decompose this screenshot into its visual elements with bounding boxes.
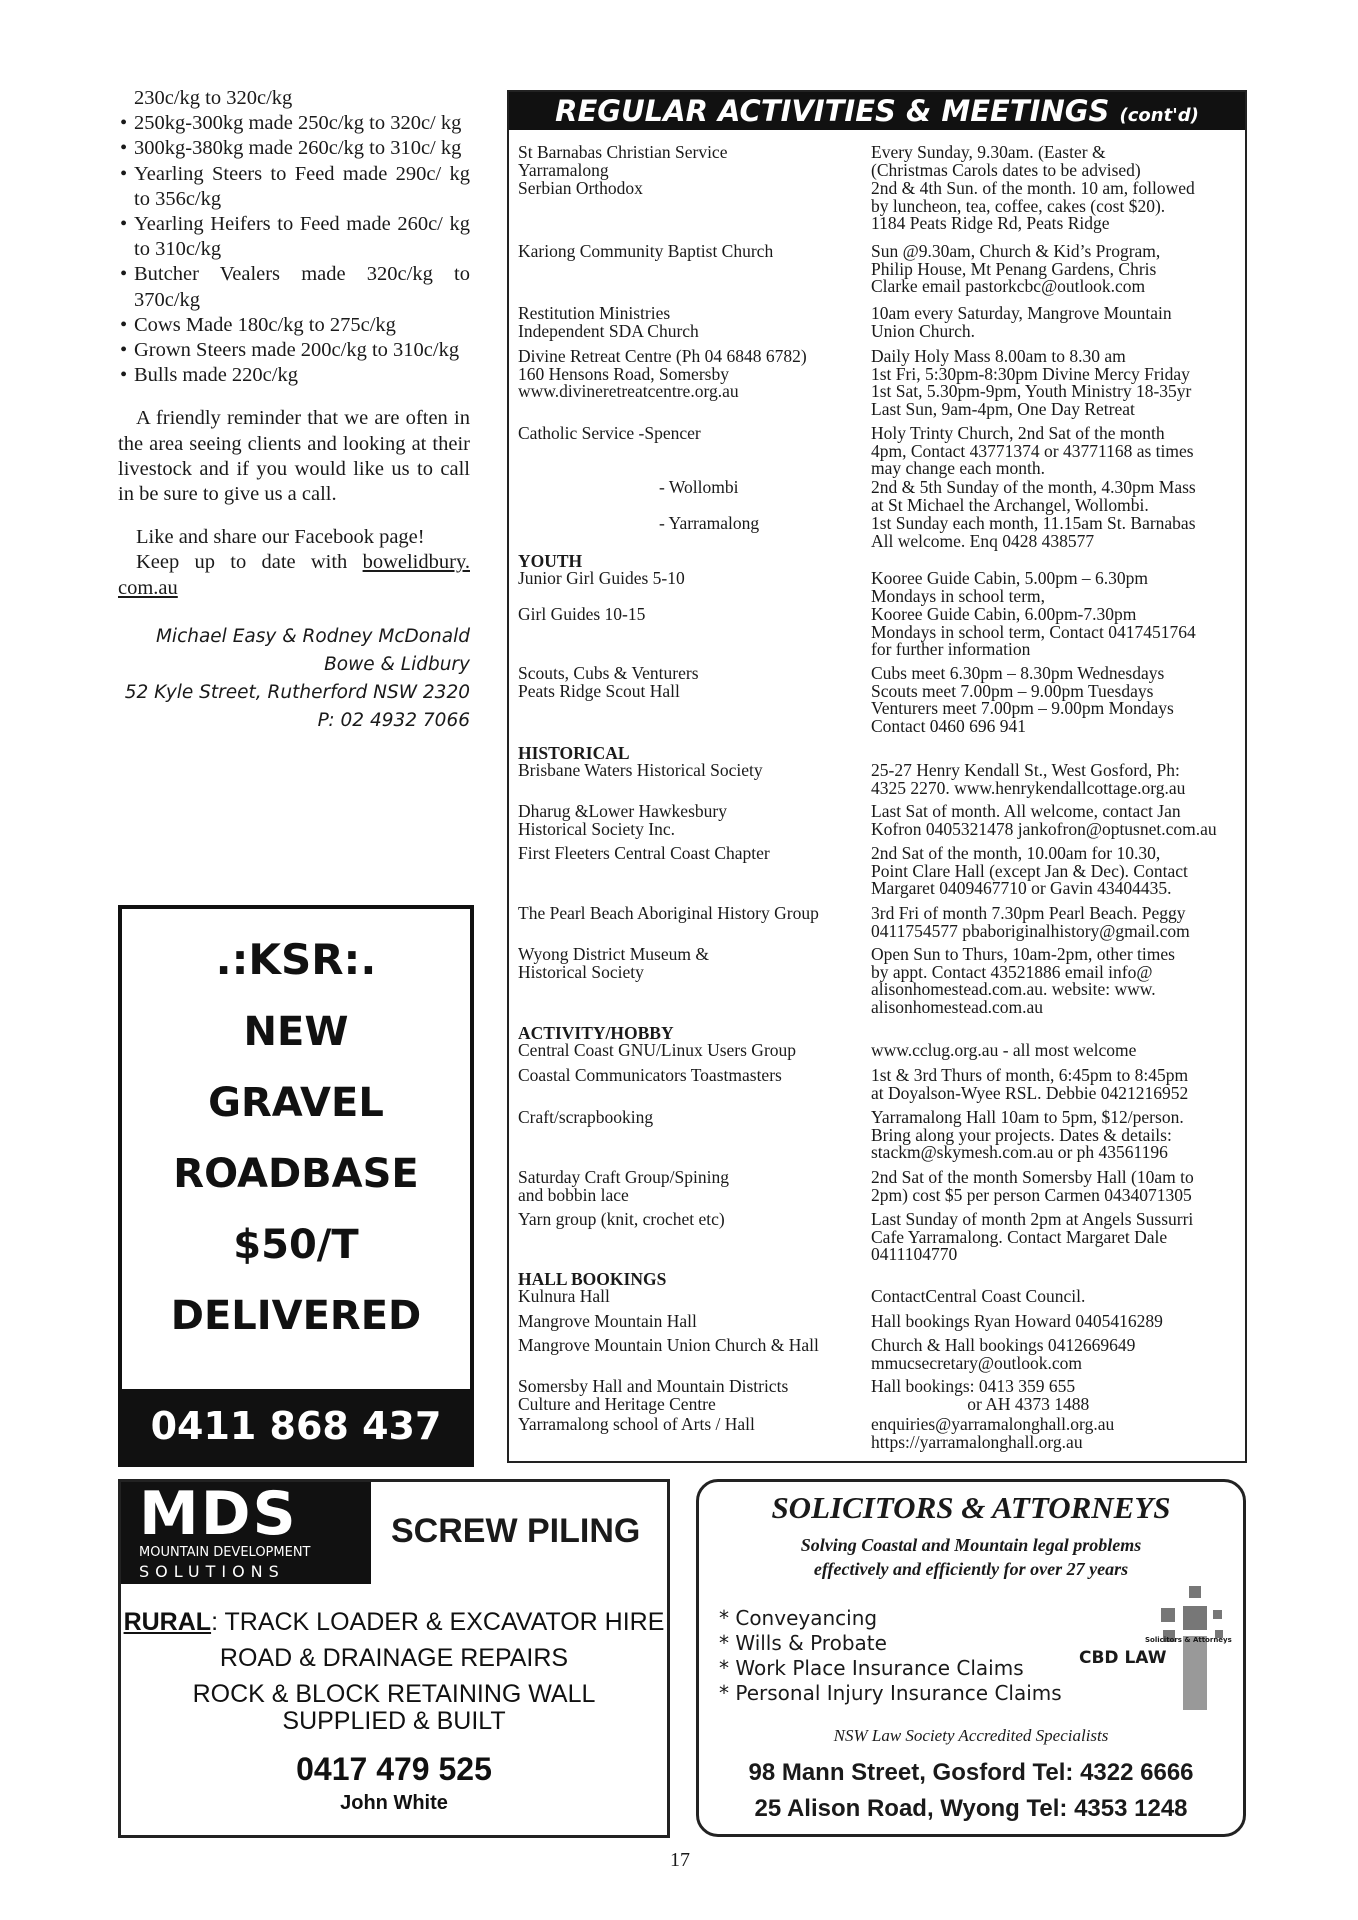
activity-name: Yarramalong school of Arts / Hall bbox=[518, 1414, 755, 1434]
regular-activities-table bbox=[507, 90, 1247, 1463]
solicitors-address-wyong: 25 Alison Road, Wyong Tel: 4353 1248 bbox=[754, 1795, 1188, 1822]
signature-phone: P: 02 4932 7066 bbox=[317, 709, 470, 731]
mds-rural-text: : TRACK LOADER & EXCAVATOR HIRE bbox=[211, 1608, 665, 1636]
activity-detail: Open Sun to Thurs, 10am-2pm, other times by appt. Contact 43521886 email info@ alisonhomestead.com.au. website: www. alisonhomestead.com.au bbox=[871, 944, 1175, 1017]
activity-name: The Pearl Beach Aboriginal History Group bbox=[518, 903, 819, 923]
signature-block bbox=[118, 623, 470, 735]
cbd-law-logo-text: CBD LAW bbox=[1079, 1648, 1167, 1668]
cattle-price-text: 300kg-380kg made 260c/kg to 310c/ kg bbox=[134, 137, 462, 160]
mds-rural-label: RURAL bbox=[123, 1608, 212, 1636]
cattle-price-item bbox=[118, 136, 470, 161]
activity-name: Serbian Orthodox bbox=[518, 178, 643, 198]
activity-detail: 2nd & 4th Sun. of the month. 10 am, followed by luncheon, tea, coffee, cakes (cost $20). 1184 Peats Ridge Rd, Peats Ridge bbox=[871, 178, 1195, 234]
activity-detail: Kooree Guide Cabin, 5.00pm – 6.30pm Mondays in school term, bbox=[871, 568, 1149, 606]
activity-detail: 2nd & 5th Sunday of the month, 4.30pm Mass at St Michael the Archangel, Wollombi. bbox=[871, 477, 1196, 515]
activity-name: Mangrove Mountain Union Church & Hall bbox=[518, 1335, 819, 1355]
activity-detail: 1st & 3rd Thurs of month, 6:45pm to 8:45pm at Doyalson-Wyee RSL. Debbie 0421216952 bbox=[871, 1065, 1189, 1103]
activity-detail: Sun @9.30am, Church & Kid’s Program, Philip House, Mt Penang Gardens, Chris Clarke email pastorkcbc@outlook.com bbox=[871, 241, 1161, 297]
cattle-price-item bbox=[118, 313, 470, 338]
cattle-price-text: Butcher Vealers made 320c/kg to 370c/kg bbox=[134, 263, 470, 311]
activity-name: Scouts, Cubs & Venturers Peats Ridge Scout Hall bbox=[518, 663, 699, 701]
page-number: 17 bbox=[670, 1849, 690, 1871]
solicitors-service-item: * Personal Injury Insurance Claims bbox=[719, 1681, 1062, 1705]
activity-detail: Daily Holy Mass 8.00am to 8.30 am 1st Fri, 5:30pm-8:30pm Divine Mercy Friday 1st Sat, 5.30pm-9pm, Youth Ministry 18-35yr Last Sun, 9am-4pm, One Day Retreat bbox=[871, 346, 1192, 419]
solicitors-service-item: * Wills & Probate bbox=[719, 1631, 887, 1655]
ksr-price: $50/T bbox=[233, 1222, 359, 1268]
activity-name: Kariong Community Baptist Church bbox=[518, 241, 774, 261]
activity-name: Saturday Craft Group/Spining and bobbin lace bbox=[518, 1167, 729, 1205]
activity-detail: 3rd Fri of month 7.30pm Pearl Beach. Peggy 0411754577 pbaboriginalhistory@gmail.com bbox=[871, 903, 1190, 941]
cattle-price-text: Bulls made 220c/kg bbox=[134, 364, 298, 387]
activity-section-heading: YOUTH bbox=[518, 551, 583, 571]
bullet-icon: • bbox=[120, 364, 128, 387]
activities-title-suffix: (cont'd) bbox=[1119, 105, 1199, 126]
mds-logo bbox=[121, 1479, 371, 1584]
activity-name: Craft/scrapbooking bbox=[518, 1107, 654, 1127]
activity-name: Dharug &Lower Hawkesbury Historical Society Inc. bbox=[518, 801, 727, 839]
cattle-price-item bbox=[118, 86, 470, 111]
solicitors-service-item: * Work Place Insurance Claims bbox=[719, 1656, 1024, 1680]
bullet-icon: • bbox=[120, 213, 128, 236]
mds-line4: SUPPLIED & BUILT bbox=[282, 1707, 506, 1735]
cattle-price-item bbox=[118, 212, 470, 262]
activity-name: Catholic Service -Spencer bbox=[518, 423, 701, 443]
activity-detail: Hall bookings Ryan Howard 0405416289 bbox=[871, 1311, 1163, 1331]
cattle-price-text: 250kg-300kg made 250c/kg to 320c/ kg bbox=[134, 112, 462, 135]
cattle-price-text: Yearling Steers to Feed made 290c/ kg to 356c/kg bbox=[134, 162, 470, 210]
activities-header bbox=[509, 92, 1245, 130]
activity-section-heading: HALL BOOKINGS bbox=[518, 1269, 667, 1289]
activity-detail: www.cclug.org.au - all most welcome bbox=[871, 1040, 1137, 1060]
cattle-price-text: Grown Steers made 200c/kg to 310c/kg bbox=[134, 339, 460, 362]
activity-name: Central Coast GNU/Linux Users Group bbox=[518, 1040, 797, 1060]
ksr-phone: 0411 868 437 bbox=[122, 1389, 470, 1463]
cattle-price-text: 230c/kg to 320c/kg bbox=[134, 87, 293, 109]
mds-line3: ROCK & BLOCK RETAINING WALL bbox=[192, 1680, 596, 1708]
signature-address: 52 Kyle Street, Rutherford NSW 2320 bbox=[124, 681, 470, 703]
activity-sublocation: - Yarramalong bbox=[659, 513, 760, 533]
activity-section-heading: ACTIVITY/HOBBY bbox=[518, 1023, 674, 1043]
ksr-gravel: GRAVEL bbox=[208, 1080, 384, 1126]
reminder-paragraph: A friendly reminder that we are often in the area seeing clients and looking at their livestock and if you would like us to call in be sure to give us a call. bbox=[118, 407, 470, 506]
cattle-price-item bbox=[118, 162, 470, 212]
cattle-price-text: Cows Made 180c/kg to 275c/kg bbox=[134, 313, 396, 336]
signature-company: Bowe & Lidbury bbox=[324, 653, 470, 675]
bullet-icon: • bbox=[120, 263, 128, 286]
activity-section-heading: HISTORICAL bbox=[518, 743, 630, 763]
activity-detail: 2nd Sat of the month, 10.00am for 10.30, Point Clare Hall (except Jan & Dec). Contact Margaret 0409467710 or Gavin 43404435. bbox=[871, 843, 1188, 899]
activity-name: Somersby Hall and Mountain Districts Culture and Heritage Centre bbox=[518, 1376, 789, 1414]
ksr-new: NEW bbox=[243, 1009, 349, 1055]
activity-sublocation: - Wollombi bbox=[659, 477, 739, 497]
cattle-price-text: Yearling Heifers to Feed made 260c/ kg to 310c/kg bbox=[134, 213, 470, 261]
activity-detail: 10am every Saturday, Mangrove Mountain Union Church. bbox=[871, 303, 1172, 341]
activity-detail: Last Sat of month. All welcome, contact Jan Kofron 0405321478 jankofron@optusnet.com.au bbox=[871, 801, 1217, 839]
activity-name: Kulnura Hall bbox=[518, 1286, 610, 1306]
activity-detail: ContactCentral Coast Council. bbox=[871, 1286, 1086, 1306]
activity-detail: Yarramalong Hall 10am to 5pm, $12/person. Bring along your projects. Dates & details: stackm@skymesh.com.au or ph 43561196 bbox=[871, 1107, 1184, 1163]
mds-rural-line bbox=[121, 1608, 667, 1637]
activity-detail: 1st Sunday each month, 11.15am St. Barnabas All welcome. Enq 0428 438577 bbox=[871, 513, 1196, 551]
solicitors-tagline-1: Solving Coastal and Mountain legal problems bbox=[800, 1535, 1142, 1555]
mds-logo-sub2: SOLUTIONS bbox=[139, 1562, 285, 1581]
livestock-report-column bbox=[118, 86, 470, 735]
activity-detail: 2nd Sat of the month Somersby Hall (10am to 2pm) cost $5 per person Carmen 0434071305 bbox=[871, 1167, 1194, 1205]
activity-detail: Last Sunday of month 2pm at Angels Sussurri Cafe Yarramalong. Contact Margaret Dale 0411104770 bbox=[871, 1209, 1194, 1265]
solicitors-address-gosford: 98 Mann Street, Gosford Tel: 4322 6666 bbox=[748, 1759, 1194, 1786]
activity-name: Junior Girl Guides 5-10 bbox=[518, 568, 685, 588]
activity-name: Yarn group (knit, crochet etc) bbox=[518, 1209, 725, 1229]
activity-detail: Hall bookings: 0413 359 655 or AH 4373 1488 bbox=[871, 1376, 1090, 1414]
signature-names: Michael Easy & Rodney McDonald bbox=[155, 625, 470, 647]
mds-logo-sub1: MOUNTAIN DEVELOPMENT bbox=[139, 1545, 311, 1560]
activity-name: St Barnabas Christian Service Yarramalong bbox=[518, 142, 728, 180]
cbd-law-small-text: Solicitors & Attorneys bbox=[1145, 1636, 1232, 1644]
activity-detail: Cubs meet 6.30pm – 8.30pm Wednesdays Scouts meet 7.00pm – 9.00pm Tuesdays Venturers meet 7.00pm – 9.00pm Mondays Contact 0460 696 941 bbox=[871, 663, 1174, 736]
ksr-roadbase: ROADBASE bbox=[173, 1151, 419, 1197]
activity-name: Brisbane Waters Historical Society bbox=[518, 760, 763, 780]
ksr-delivered: DELIVERED bbox=[170, 1293, 422, 1339]
solicitors-service-item: * Conveyancing bbox=[719, 1606, 878, 1630]
cattle-price-item bbox=[118, 363, 470, 388]
activity-detail: enquiries@yarramalonghall.org.au https://yarramalonghall.org.au bbox=[871, 1414, 1115, 1452]
activity-detail: Every Sunday, 9.30am. (Easter & (Christmas Carols dates to be advised) bbox=[871, 142, 1141, 180]
cattle-price-item bbox=[118, 111, 470, 136]
solicitors-tagline-2: effectively and efficiently for over 27 years bbox=[813, 1559, 1129, 1579]
mds-headline: SCREW PILING bbox=[391, 1512, 641, 1550]
bullet-icon: • bbox=[120, 313, 128, 336]
activity-detail: Holy Trinty Church, 2nd Sat of the month 4pm, Contact 43771374 or 43771168 as times may change each month. bbox=[871, 423, 1194, 479]
activity-detail: 25-27 Henry Kendall St., West Gosford, Ph: 4325 2270. www.henrykendallcottage.org.au bbox=[871, 760, 1186, 798]
keep-up-text: Keep up to date with bbox=[136, 551, 363, 574]
cattle-price-list bbox=[118, 86, 470, 388]
facebook-line: Like and share our Facebook page! bbox=[136, 526, 425, 549]
bullet-icon: • bbox=[120, 162, 128, 185]
website-paragraph bbox=[118, 550, 470, 600]
activities-title: REGULAR ACTIVITIES & MEETINGS bbox=[555, 94, 1110, 128]
bullet-icon: • bbox=[120, 137, 128, 160]
bullet-icon: • bbox=[120, 112, 128, 135]
solicitors-title: SOLICITORS & ATTORNEYS bbox=[771, 1490, 1171, 1525]
cattle-price-item bbox=[118, 262, 470, 312]
ksr-gravel-ad bbox=[118, 905, 474, 1467]
activity-name: Restitution Ministries Independent SDA Church bbox=[518, 303, 699, 341]
activity-name: Wyong District Museum & Historical Society bbox=[518, 944, 709, 982]
mds-logo-big: MDS bbox=[139, 1479, 298, 1549]
activity-detail: Church & Hall bookings 0412669649 mmucsecretary@outlook.com bbox=[871, 1335, 1136, 1373]
solicitors-ad bbox=[696, 1479, 1246, 1837]
mds-line2: ROAD & DRAINAGE REPAIRS bbox=[219, 1644, 569, 1672]
mds-screw-piling-ad bbox=[118, 1479, 670, 1838]
mds-phone: 0417 479 525 bbox=[296, 1751, 492, 1787]
website-link[interactable]: bowelidbury. com.au bbox=[118, 551, 470, 599]
activity-name: Coastal Communicators Toastmasters bbox=[518, 1065, 782, 1085]
solicitors-accredited: NSW Law Society Accredited Specialists bbox=[833, 1726, 1109, 1745]
activity-name: Divine Retreat Centre (Ph 04 6848 6782) 160 Hensons Road, Somersby www.divineretreatcentre.org.au bbox=[518, 346, 807, 402]
mds-contact: John White bbox=[340, 1792, 448, 1814]
activity-detail: Kooree Guide Cabin, 6.00pm-7.30pm Mondays in school term, Contact 0417451764 for further information bbox=[871, 604, 1196, 660]
ksr-brand: .:KSR:. bbox=[215, 935, 377, 984]
bullet-icon: • bbox=[120, 339, 128, 362]
cattle-price-item bbox=[118, 338, 470, 363]
activity-name: Girl Guides 10-15 bbox=[518, 604, 646, 624]
solicitors-services bbox=[719, 1606, 1062, 1706]
activity-name: Mangrove Mountain Hall bbox=[518, 1311, 697, 1331]
activity-name: First Fleeters Central Coast Chapter bbox=[518, 843, 770, 863]
